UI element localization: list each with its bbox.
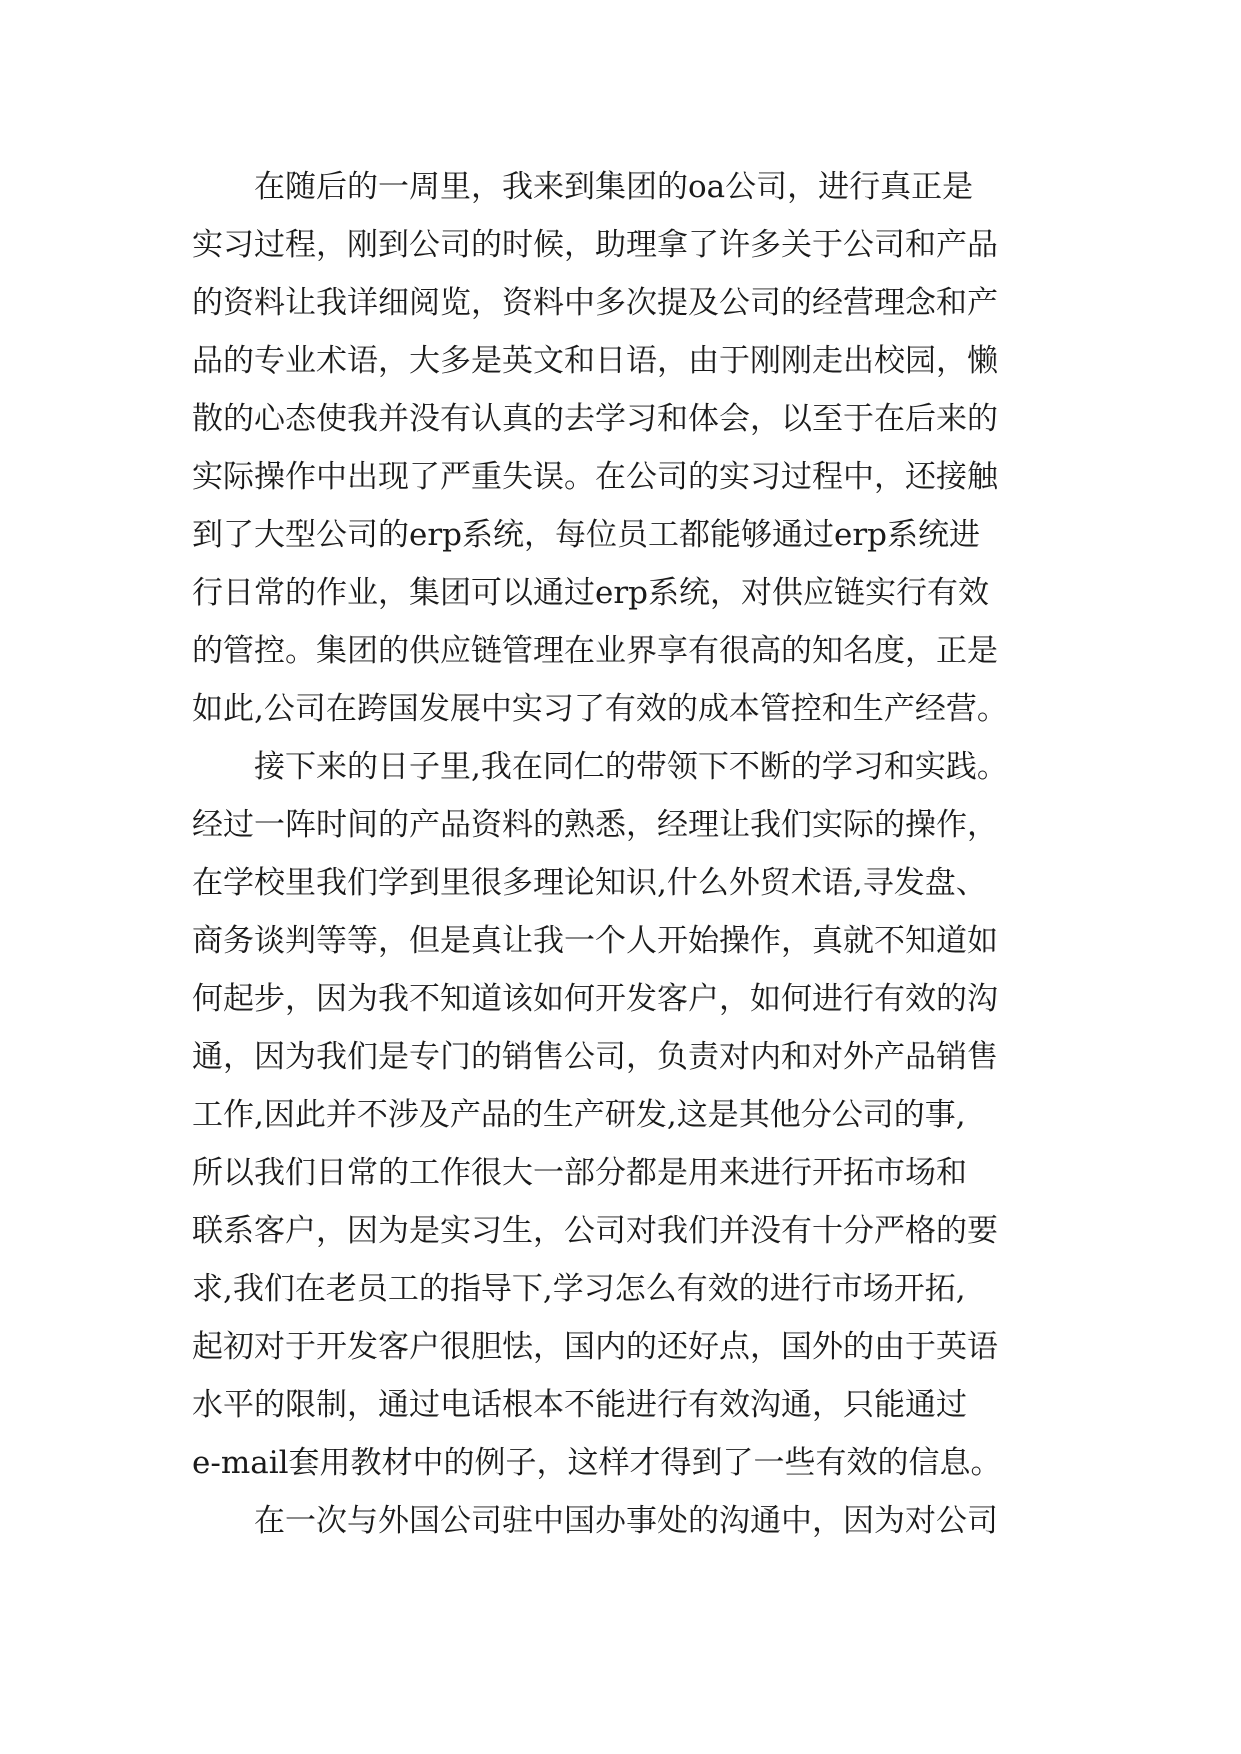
- text-line: 行日常的作业，集团可以通过erp系统，对供应链实行有效: [192, 575, 990, 611]
- text-line: 所以我们日常的工作很大一部分都是用来进行开拓市场和: [192, 1155, 967, 1191]
- text-line: 在随后的一周里，我来到集团的oa公司，进行真正是: [192, 169, 974, 205]
- text-line: 的管控。集团的供应链管理在业界享有很高的知名度，正是: [192, 633, 998, 669]
- text-line: 品的专业术语，大多是英文和日语，由于刚刚走出校园，懒: [192, 343, 998, 379]
- text-line: 在学校里我们学到里很多理论知识,什么外贸术语,寻发盘、: [192, 865, 987, 901]
- text-line: 在一次与外国公司驻中国办事处的沟通中，因为对公司: [192, 1503, 998, 1539]
- text-line: 商务谈判等等，但是真让我一个人开始操作，真就不知道如: [192, 923, 998, 959]
- text-line: 实际操作中出现了严重失误。在公司的实习过程中，还接触: [192, 459, 998, 495]
- text-line: 通，因为我们是专门的销售公司，负责对内和对外产品销售: [192, 1039, 998, 1075]
- text-line: 经过一阵时间的产品资料的熟悉，经理让我们实际的操作，: [192, 807, 998, 843]
- text-line: 起初对于开发客户很胆怯，国内的还好点，国外的由于英语: [192, 1329, 998, 1365]
- text-line: 的资料让我详细阅览，资料中多次提及公司的经营理念和产: [192, 285, 998, 321]
- text-line: 联系客户，因为是实习生，公司对我们并没有十分严格的要: [192, 1213, 998, 1249]
- text-line: 实习过程，刚到公司的时候，助理拿了许多关于公司和产品: [192, 227, 998, 263]
- text-line: 如此,公司在跨国发展中实习了有效的成本管控和生产经营。: [192, 691, 1008, 727]
- text-line: 接下来的日子里,我在同仁的带领下不断的学习和实践。: [192, 749, 1008, 785]
- body-text: [192, 158, 1072, 1550]
- text-line: 工作,因此并不涉及产品的生产研发,这是其他分公司的事,: [192, 1097, 966, 1133]
- text-line: 何起步，因为我不知道该如何开发客户，如何进行有效的沟: [192, 981, 998, 1017]
- text-line: 散的心态使我并没有认真的去学习和体会，以至于在后来的: [192, 401, 998, 437]
- text-line: 到了大型公司的erp系统，每位员工都能够通过erp系统进: [192, 517, 981, 553]
- text-line: e-mail套用教材中的例子，这样才得到了一些有效的信息。: [192, 1445, 1002, 1481]
- text-line: 求,我们在老员工的指导下,学习怎么有效的进行市场开拓,: [192, 1271, 966, 1307]
- text-line: 水平的限制，通过电话根本不能进行有效沟通，只能通过: [192, 1387, 967, 1423]
